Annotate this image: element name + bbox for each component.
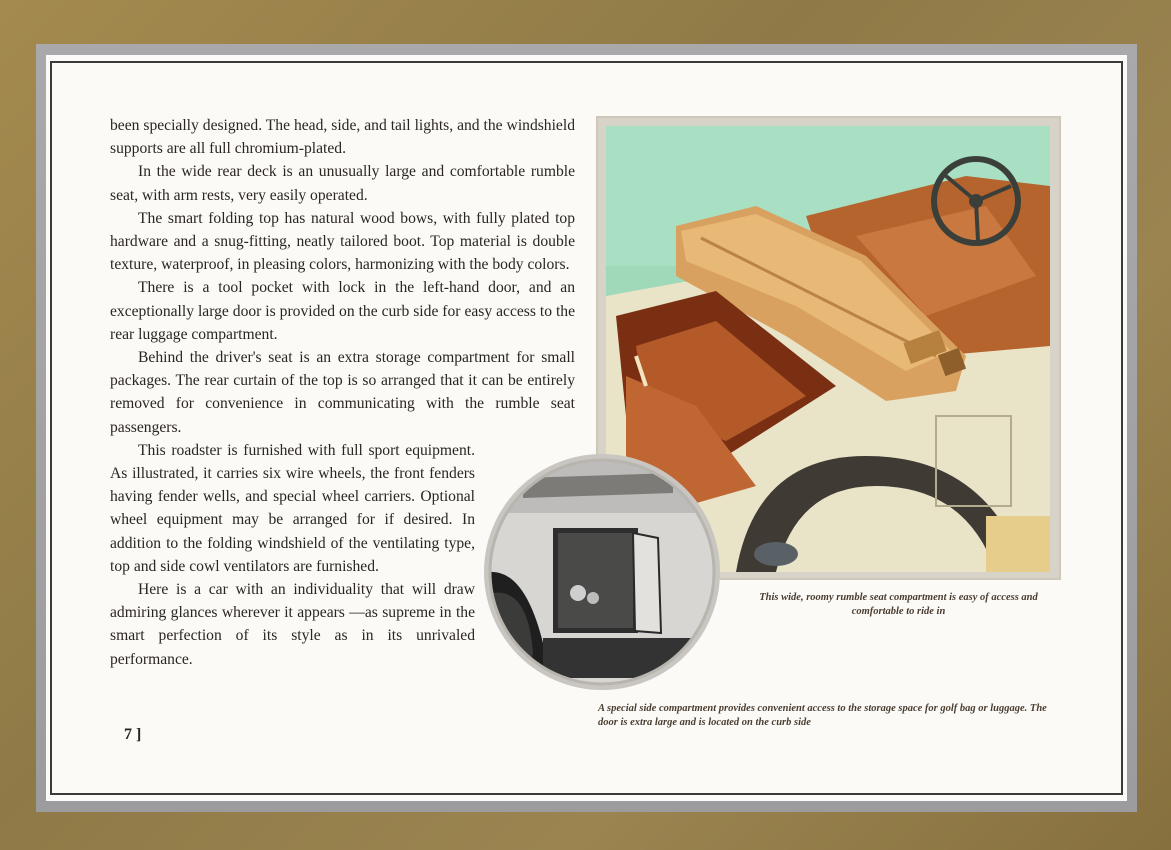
paragraph-sport-equipment: This roadster is furnished with full sport equipment. As illustrated, it carries six wire wheels, the front fenders having fender wells, and special wheel carriers. Optional wheel equipment may be arranged for if desired. In addition to the folding windshield of the ventilating type, top and side cowl ventilators are furnished. (110, 441, 475, 575)
side-compartment-illustration (483, 453, 721, 691)
paragraph-storage: Behind the driver's seat is an extra storage compartment for small packages. The rear curtain of the top is so arranged that it can be entirely removed for convenience in communicating with the rumble seat passengers. (110, 349, 575, 436)
paragraph-folding-top: The smart folding top has natural wood bows, with fully plated top hardware and a snug-fitting, neatly tailored boot. Top material is double texture, waterproof, in pleasing colors, harmonizing with the body colors. (110, 209, 575, 274)
caption-rumble-seat: This wide, roomy rumble seat compartment is easy of access and comfortable to ride in (759, 592, 1038, 617)
paragraph-individuality: Here is a car with an individuality that will draw admiring glances wherever it appears —as supreme in the smart perfection of its style as in its unrivaled performance. (110, 581, 475, 668)
brochure-page (46, 55, 1127, 801)
caption-side-compartment: A special side compartment provides convenient access to the storage space for golf bag or luggage. The door is extra large and is located on the curb side (598, 703, 1047, 728)
paragraph-tool-pocket: There is a tool pocket with lock in the left-hand door, and an exceptionally large door is provided on the curb side for easy access to the rear luggage compartment. (110, 279, 575, 343)
paragraph-lights: been specially designed. The head, side, and tail lights, and the windshield supports are all full chromium-plated. (110, 117, 575, 158)
page-number: 7 ] (124, 726, 142, 743)
paragraph-rumble-seat: In the wide rear deck is an unusually large and comfortable rumble seat, with arm rests, very easily operated. (110, 163, 575, 204)
